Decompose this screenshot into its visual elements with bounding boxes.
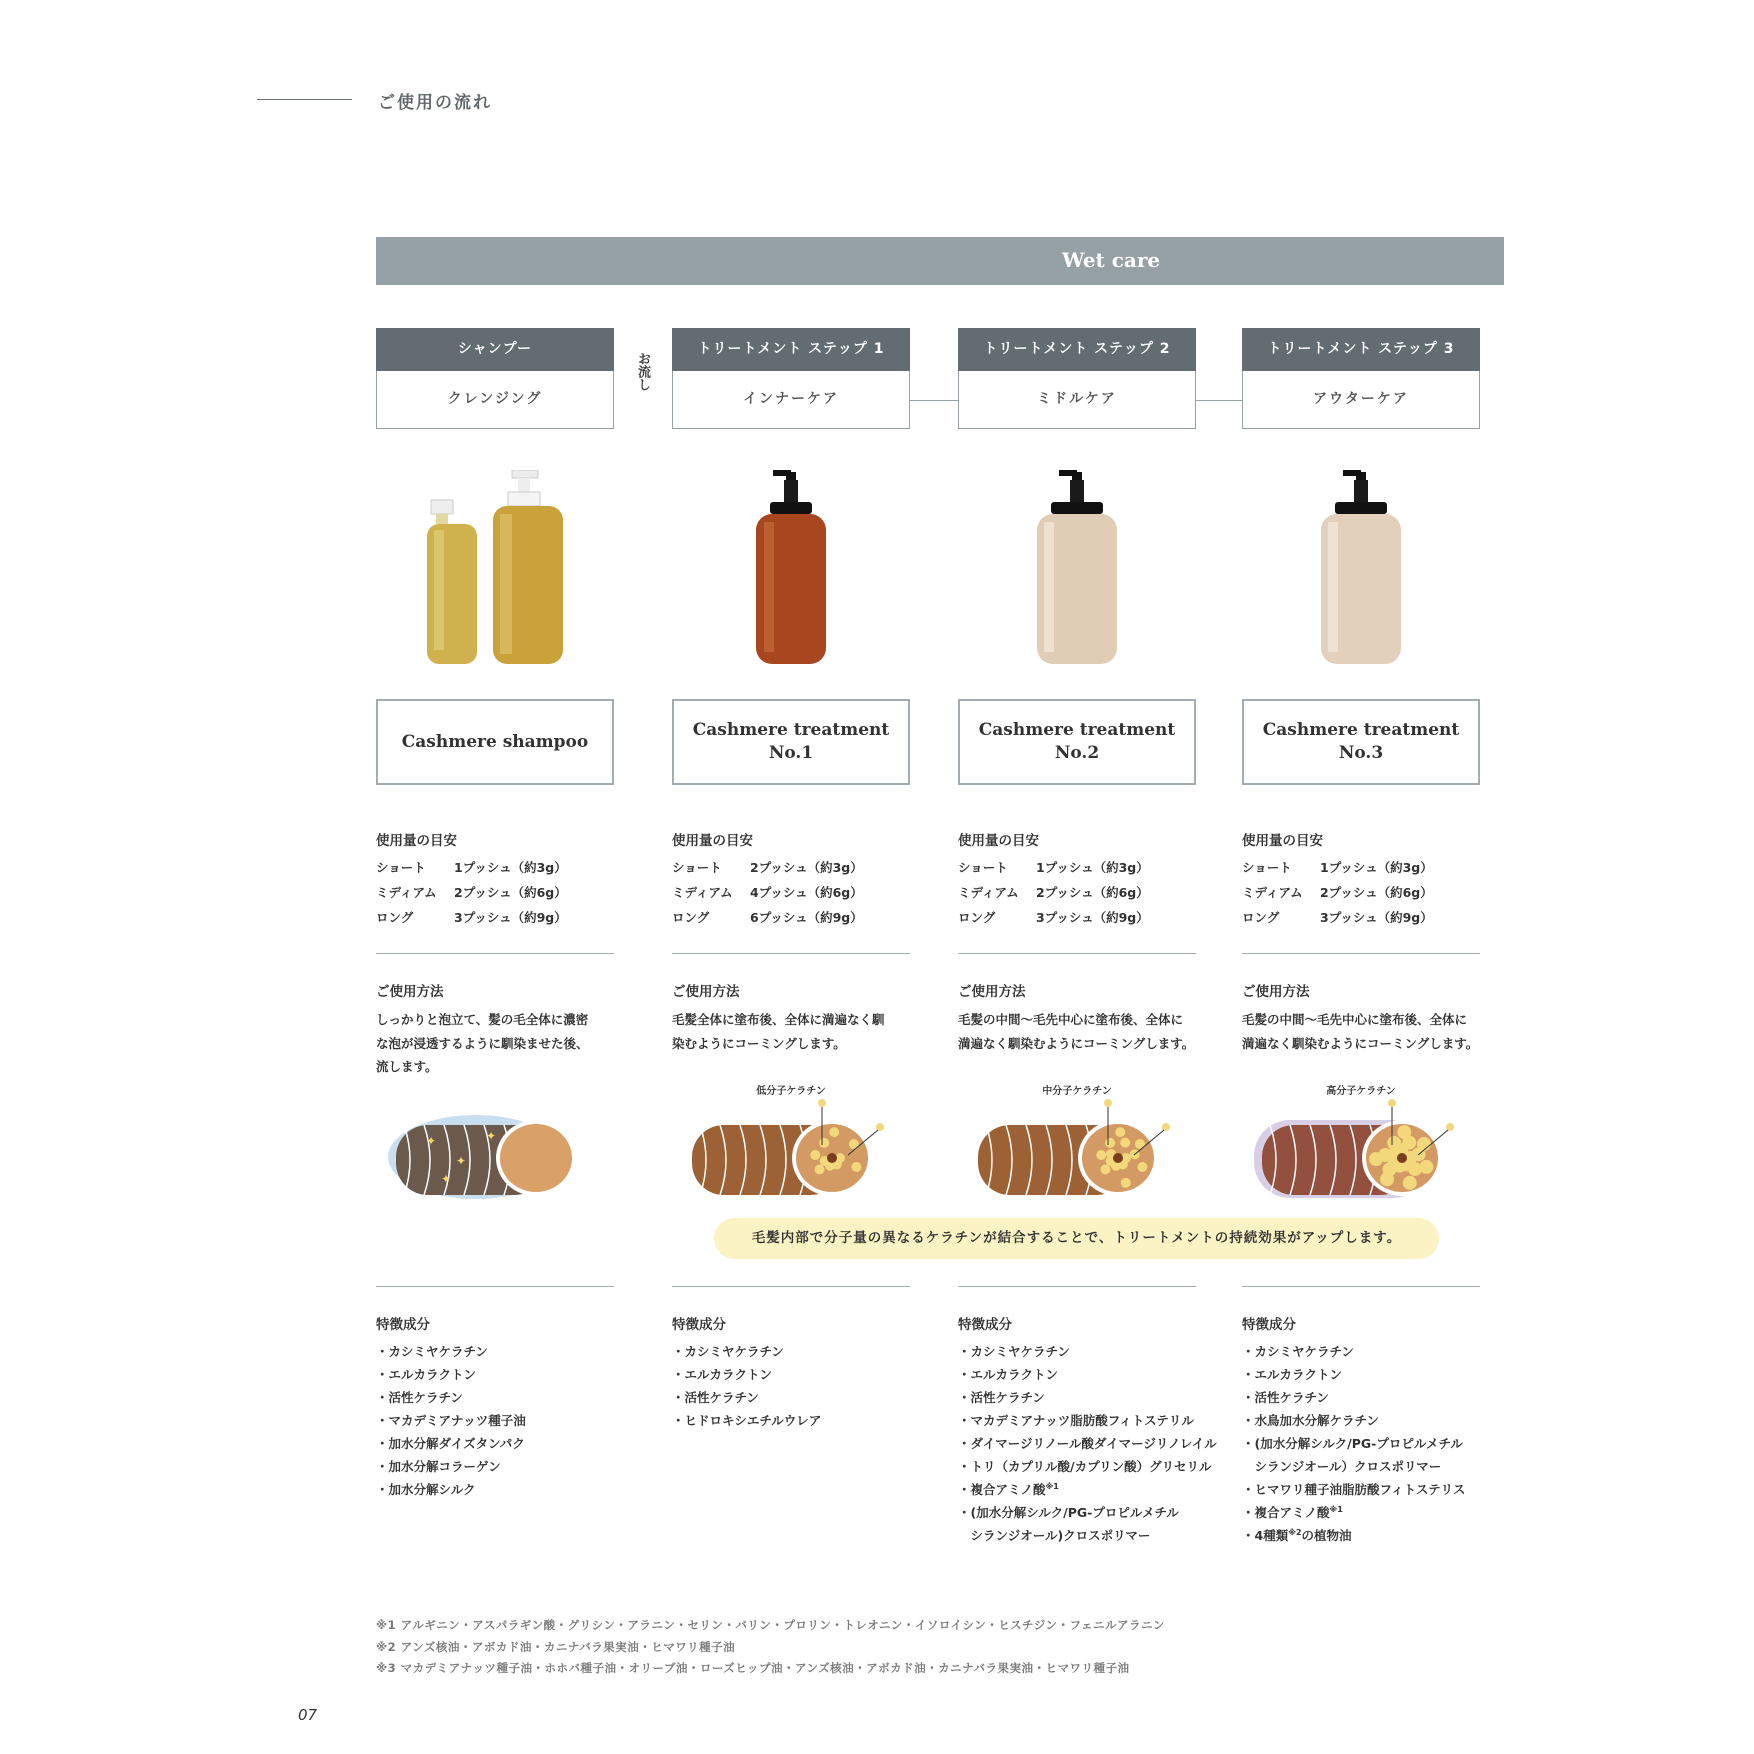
- method-title: ご使用方法: [672, 984, 740, 1000]
- step-connector: [1196, 400, 1242, 401]
- ingredient-text: ・活性ケラチン: [376, 1390, 463, 1405]
- ingredient-item: [1242, 1388, 1329, 1406]
- ingredient-text: ・マカデミアナッツ種子油: [376, 1413, 526, 1428]
- product-name-line: Cashmere shampoo: [401, 731, 589, 752]
- step-header: シャンプー: [376, 328, 614, 371]
- ingredient-text: ・活性ケラチン: [672, 1390, 759, 1405]
- step-header: トリートメント ステップ 3: [1242, 328, 1480, 371]
- usage-row: [1242, 908, 1433, 926]
- ingredient-item: [376, 1434, 525, 1452]
- method-line: 染むようにコーミングします。: [672, 1035, 846, 1051]
- wet-care-label: Wet care: [1062, 248, 1161, 272]
- ingredient-text: ・マカデミアナッツ脂肪酸フィトステリル: [958, 1413, 1194, 1428]
- usage-length: ミディアム: [376, 885, 437, 900]
- product-column: [376, 0, 614, 1754]
- method-line: 毛髪の中間〜毛先中心に塗布後、全体に: [958, 1012, 1184, 1027]
- usage-row: [958, 908, 1149, 926]
- product-name-box: [376, 699, 614, 785]
- usage-row: [958, 883, 1149, 901]
- product-name-line: Cashmere treatment: [1262, 720, 1460, 740]
- footnote-1: ※1 アルギニン・アスパラギン酸・グリシン・アラニン・セリン・バリン・プロリン・トレオニン・イソロイシン・ヒスチジン・フェニルアラニン: [376, 1618, 1165, 1632]
- ingredient-text: ・ダイマージリノール酸ダイマージリノレイル: [958, 1436, 1217, 1451]
- svg-text:✦: ✦: [426, 1134, 437, 1148]
- ingredient-text: ・カシミヤケラチン: [376, 1344, 488, 1359]
- usage-row: [958, 858, 1149, 876]
- ingredient-text: ・エルカラクトン: [672, 1367, 773, 1382]
- usage-row: [376, 858, 567, 876]
- usage-amount: 6プッシュ（約9g）: [750, 910, 863, 925]
- ingredient-item: [672, 1388, 759, 1406]
- keratin-label: 高分子ケラチン: [1326, 1086, 1396, 1097]
- ingredient-item: [958, 1503, 1179, 1521]
- usage-length: ミディアム: [1242, 885, 1303, 900]
- usage-amount: 2プッシュ（約6g）: [1320, 885, 1433, 900]
- footnote-3: ※3 マカデミアナッツ種子油・ホホバ種子油・オリーブ油・ローズヒップ油・アンズ核油・アボカド油・カニナバラ果実油・ヒマワリ種子油: [376, 1661, 1130, 1675]
- product-image: [1242, 470, 1480, 680]
- section-divider: [958, 953, 1196, 954]
- ingredient-text: ・複合アミノ酸: [1242, 1505, 1330, 1520]
- product-column: [958, 0, 1217, 1754]
- method-text: [1242, 1008, 1482, 1055]
- product-name-box: [1242, 699, 1480, 785]
- product-image: [376, 470, 614, 680]
- section-divider: [1242, 953, 1480, 954]
- hair-illustration: [386, 1095, 616, 1205]
- ingredient-text: ・水鳥加水分解ケラチン: [1242, 1413, 1379, 1428]
- ingredient-item: [1242, 1503, 1343, 1521]
- ingredient-item: [376, 1411, 526, 1429]
- ingredient-item: [376, 1480, 475, 1498]
- usage-title: 使用量の目安: [958, 833, 1039, 849]
- ingredient-item: [376, 1342, 488, 1360]
- usage-amount: 1プッシュ（約3g）: [454, 860, 567, 875]
- ingredient-text: ・カシミヤケラチン: [1242, 1344, 1354, 1359]
- method-line: 流します。: [376, 1059, 438, 1074]
- footnote-2: ※2 アンズ核油・アボカド油・カニナバラ果実油・ヒマワリ種子油: [376, 1640, 736, 1654]
- ingredient-text: ・エルカラクトン: [376, 1367, 477, 1382]
- ingredient-item: [958, 1388, 1045, 1406]
- method-text: [376, 1008, 616, 1079]
- ingredient-text: ・エルカラクトン: [958, 1367, 1059, 1382]
- product-name-line: Cashmere treatment: [978, 720, 1176, 740]
- ingredient-item: [958, 1411, 1194, 1429]
- ingredients-title: 特徴成分: [672, 1317, 726, 1333]
- usage-length: ロング: [672, 910, 710, 925]
- keratin-label: 中分子ケラチン: [1042, 1086, 1112, 1097]
- ingredients-title: 特徴成分: [1242, 1317, 1296, 1333]
- usage-length: ミディアム: [672, 885, 733, 900]
- step-header: トリートメント ステップ 2: [958, 328, 1196, 371]
- method-title: ご使用方法: [376, 984, 444, 1000]
- step-header: トリートメント ステップ 1: [672, 328, 910, 371]
- method-line: 満遍なく馴染むようにコーミングします。: [1242, 1035, 1479, 1051]
- hair-illustration: [968, 1095, 1198, 1205]
- ingredient-text: ・(加水分解シルク/PG-プロピルメチル: [958, 1505, 1179, 1520]
- usage-row: [672, 858, 863, 876]
- ingredients-title: 特徴成分: [376, 1317, 430, 1333]
- footnote-mark: ※1: [1045, 1481, 1059, 1491]
- ingredient-item: [1242, 1365, 1342, 1383]
- product-column: [672, 0, 910, 1754]
- ingredient-item: [1242, 1434, 1463, 1452]
- footnote-mark: ※2: [1288, 1527, 1302, 1537]
- product-name-line: Cashmere treatment: [692, 720, 890, 740]
- step-subtitle: クレンジング: [376, 371, 614, 429]
- usage-row: [376, 908, 567, 926]
- ingredient-item: [958, 1480, 1059, 1498]
- usage-length: ロング: [958, 910, 996, 925]
- product-name-line: No.3: [1338, 743, 1384, 763]
- ingredient-text: ・ヒドロキシエチルウレア: [672, 1413, 822, 1428]
- method-text: [672, 1008, 912, 1055]
- method-title: ご使用方法: [1242, 984, 1310, 1000]
- ingredient-text: ・4種類: [1242, 1528, 1289, 1543]
- usage-row: [672, 908, 863, 926]
- method-line: 満遍なく馴染むようにコーミングします。: [958, 1035, 1195, 1051]
- usage-length: ロング: [1242, 910, 1280, 925]
- svg-text:✦: ✦: [486, 1129, 497, 1143]
- hair-illustration: [1252, 1095, 1482, 1205]
- page-title: ご使用の流れ: [378, 93, 492, 113]
- ingredient-item: [1242, 1457, 1441, 1475]
- product-image: [672, 470, 910, 680]
- usage-amount: 2プッシュ（約6g）: [454, 885, 567, 900]
- usage-length: ショート: [672, 860, 722, 875]
- ingredients-title: 特徴成分: [958, 1317, 1012, 1333]
- ingredient-item: [958, 1342, 1070, 1360]
- hair-illustration: [682, 1095, 912, 1205]
- usage-amount: 2プッシュ（約3g）: [750, 860, 863, 875]
- usage-length: ショート: [1242, 860, 1292, 875]
- usage-amount: 3プッシュ（約9g）: [1320, 910, 1433, 925]
- usage-title: 使用量の目安: [376, 833, 457, 849]
- step-subtitle: インナーケア: [672, 371, 910, 429]
- usage-length: ロング: [376, 910, 414, 925]
- usage-row: [1242, 858, 1433, 876]
- product-image: [958, 470, 1196, 680]
- svg-text:✦: ✦: [441, 1172, 452, 1186]
- svg-text:✦: ✦: [456, 1154, 467, 1168]
- keratin-callout: 毛髪内部で分子量の異なるケラチンが結合することで、トリートメントの持続効果がアップします。: [714, 1218, 1439, 1259]
- method-line: な泡が浸透するように馴染ませた後、: [376, 1035, 589, 1051]
- usage-length: ミディアム: [958, 885, 1019, 900]
- section-divider: [958, 1286, 1196, 1287]
- product-name-line: No.2: [1054, 743, 1100, 763]
- usage-title: 使用量の目安: [1242, 833, 1323, 849]
- ingredient-text: ・活性ケラチン: [958, 1390, 1045, 1405]
- step-subtitle: アウターケア: [1242, 371, 1480, 429]
- ingredient-text: ・(加水分解シルク/PG-プロピルメチル: [1242, 1436, 1463, 1451]
- ingredient-item: [958, 1526, 1150, 1544]
- ingredient-text: ・複合アミノ酸: [958, 1482, 1046, 1497]
- usage-length: ショート: [376, 860, 426, 875]
- usage-row: [672, 883, 863, 901]
- product-name-line: No.1: [768, 743, 814, 763]
- ingredient-item: [376, 1457, 501, 1475]
- ingredient-item: [1242, 1411, 1379, 1429]
- keratin-label: 低分子ケラチン: [756, 1086, 826, 1097]
- usage-amount: 3プッシュ（約9g）: [454, 910, 567, 925]
- section-divider: [1242, 1286, 1480, 1287]
- ingredient-text: ・エルカラクトン: [1242, 1367, 1343, 1382]
- usage-amount: 2プッシュ（約6g）: [1036, 885, 1149, 900]
- ingredient-text: シランジオール）クロスポリマー: [1242, 1459, 1442, 1474]
- page-number: 07: [298, 1706, 318, 1724]
- ingredient-item: [958, 1457, 1211, 1475]
- ingredient-item: [376, 1388, 463, 1406]
- section-divider: [672, 1286, 910, 1287]
- usage-row: [376, 883, 567, 901]
- rinse-label: お流し: [635, 352, 650, 391]
- usage-amount: 1プッシュ（約3g）: [1320, 860, 1433, 875]
- usage-amount: 3プッシュ（約9g）: [1036, 910, 1149, 925]
- ingredient-text: ・活性ケラチン: [1242, 1390, 1329, 1405]
- usage-row: [1242, 883, 1433, 901]
- ingredient-item: [1242, 1480, 1465, 1498]
- ingredient-text: ・ヒマワリ種子油脂肪酸フィトステリス: [1242, 1482, 1466, 1497]
- method-line: 毛髪全体に塗布後、全体に満遍なく馴: [672, 1012, 885, 1027]
- ingredient-text: ・加水分解ダイズタンパク: [376, 1436, 525, 1451]
- ingredient-text: ・カシミヤケラチン: [958, 1344, 1070, 1359]
- ingredient-item: [376, 1365, 476, 1383]
- header-rule: [257, 99, 352, 100]
- ingredient-item: [672, 1342, 784, 1360]
- step-subtitle: ミドルケア: [958, 371, 1196, 429]
- usage-amount: 1プッシュ（約3g）: [1036, 860, 1149, 875]
- section-divider: [672, 953, 910, 954]
- ingredient-item: [672, 1411, 821, 1429]
- section-divider: [376, 1286, 614, 1287]
- product-name-box: [958, 699, 1196, 785]
- usage-title: 使用量の目安: [672, 833, 753, 849]
- ingredient-item: [958, 1365, 1058, 1383]
- ingredient-text: ・トリ（カプリル酸/カプリン酸）グリセリル: [958, 1459, 1212, 1474]
- ingredient-text-after: の植物油: [1301, 1528, 1352, 1543]
- ingredient-text: ・カシミヤケラチン: [672, 1344, 784, 1359]
- ingredient-item: [672, 1365, 772, 1383]
- method-text: [958, 1008, 1198, 1055]
- product-column: [1242, 0, 1480, 1754]
- step-connector: [910, 400, 958, 401]
- footnote-mark: ※1: [1329, 1504, 1343, 1514]
- ingredient-item: [1242, 1526, 1352, 1544]
- ingredient-item: [958, 1434, 1217, 1452]
- usage-length: ショート: [958, 860, 1008, 875]
- product-name-box: [672, 699, 910, 785]
- ingredient-text: ・加水分解シルク: [376, 1482, 476, 1497]
- ingredient-item: [1242, 1342, 1354, 1360]
- method-line: 毛髪の中間〜毛先中心に塗布後、全体に: [1242, 1012, 1468, 1027]
- ingredient-text: ・加水分解コラーゲン: [376, 1459, 501, 1474]
- ingredient-text: シランジオール)クロスポリマー: [958, 1528, 1151, 1543]
- usage-amount: 4プッシュ（約6g）: [750, 885, 863, 900]
- section-divider: [376, 953, 614, 954]
- method-line: しっかりと泡立て、髪の毛全体に濃密: [376, 1012, 589, 1027]
- method-title: ご使用方法: [958, 984, 1026, 1000]
